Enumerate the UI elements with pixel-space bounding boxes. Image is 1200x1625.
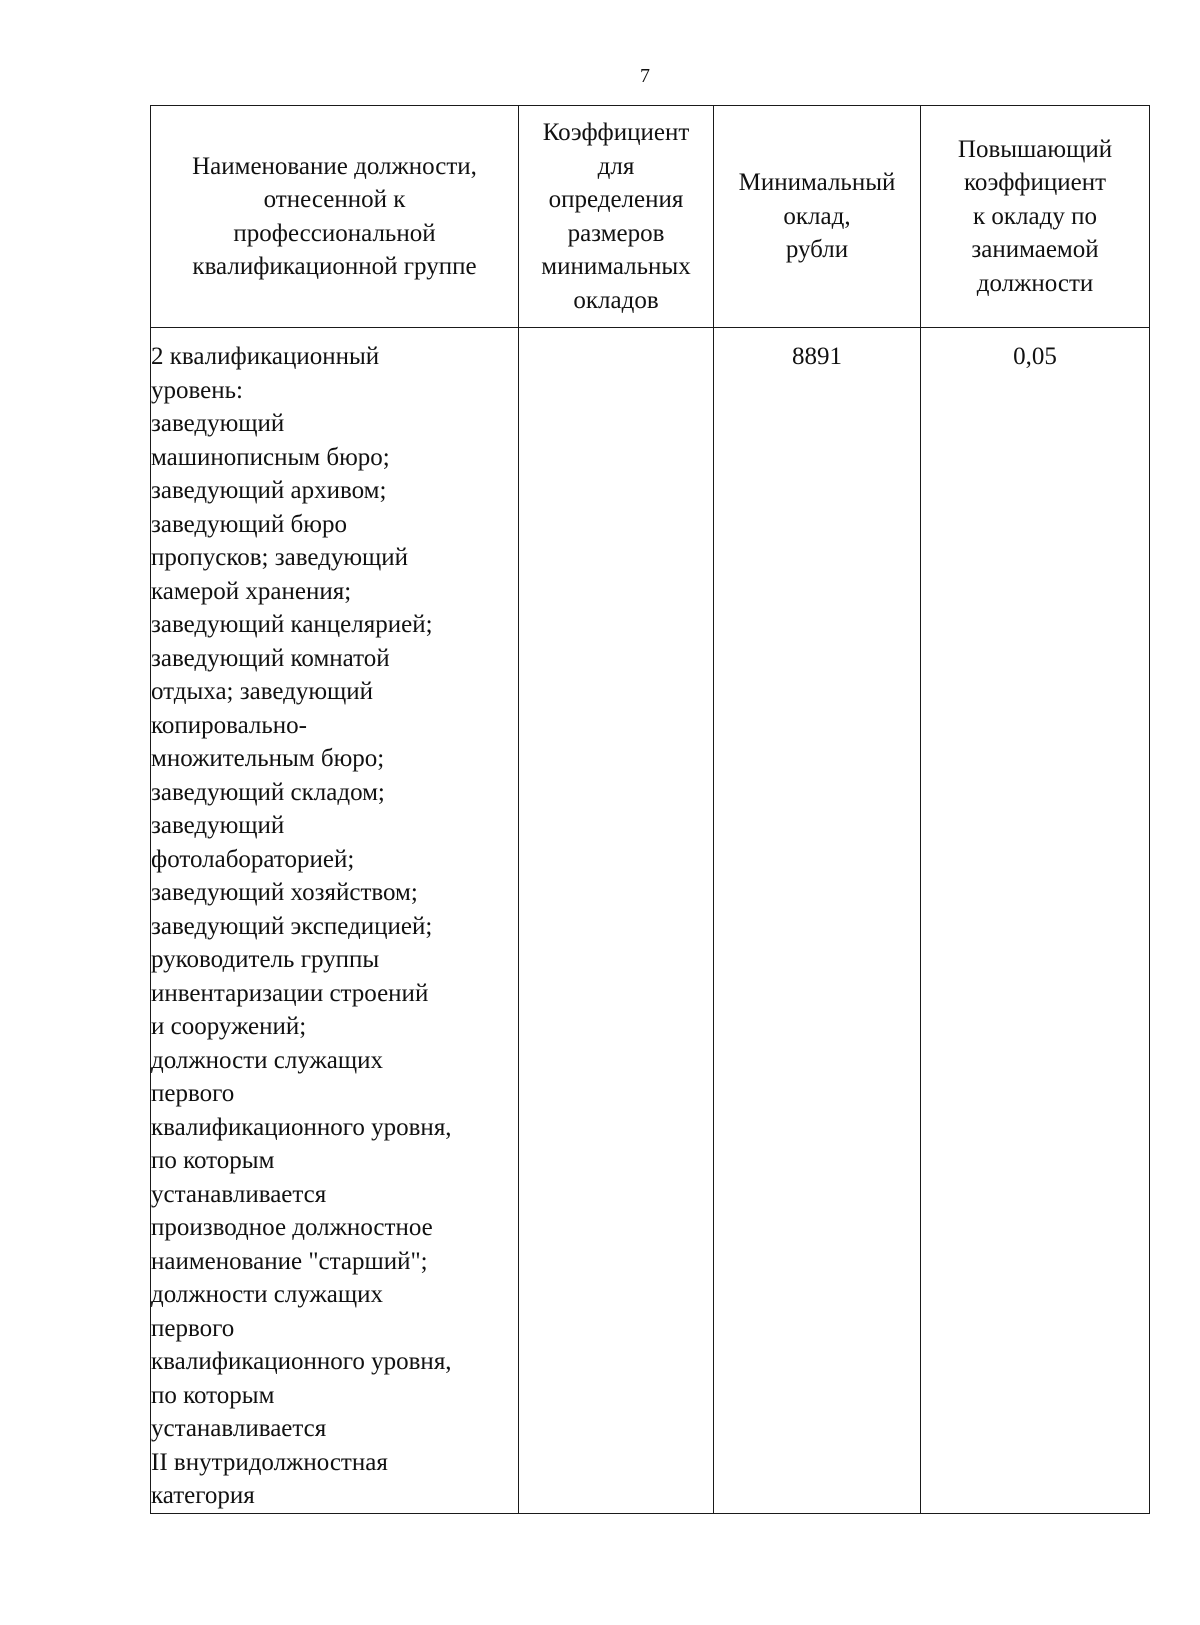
table-row — [151, 328, 1150, 1514]
raising-coefficient-cell: 0,05 — [921, 328, 1150, 1514]
min-salary-cell: 8891 — [714, 328, 921, 1514]
header-raising-coefficient: Повышающий коэффициент к окладу по занимаемой должности — [921, 106, 1150, 328]
salary-table — [150, 105, 1150, 1514]
table-header-row — [151, 106, 1150, 328]
header-min-salary: Минимальный оклад, рубли — [714, 106, 921, 328]
coefficient-cell — [519, 328, 714, 1514]
page-number: 7 — [640, 65, 650, 87]
header-coefficient: Коэффициент для определения размеров минимальных окладов — [519, 106, 714, 328]
header-position-name: Наименование должности, отнесенной к профессиональной квалификационной группе — [151, 106, 519, 328]
position-name-cell: 2 квалификационный уровень: заведующий машинописным бюро; заведующий архивом; заведующий бюро пропусков; заведующий камерой хранения; заведующий канцелярией; заведующий комнатой отдыха; заведующий копировально- множительным бюро; заведующий складом; заведующий фотолабораторией; заведующий хозяйством; заведующий экспедицией; руководитель группы инвентаризации строений и сооружений; должности служащих первого квалификационного уровня, по которым устанавливается производное должностное наименование "старший"; должности служащих первого квалификационного уровня, по которым устанавливается II внутридолжностная категория — [151, 328, 519, 1514]
